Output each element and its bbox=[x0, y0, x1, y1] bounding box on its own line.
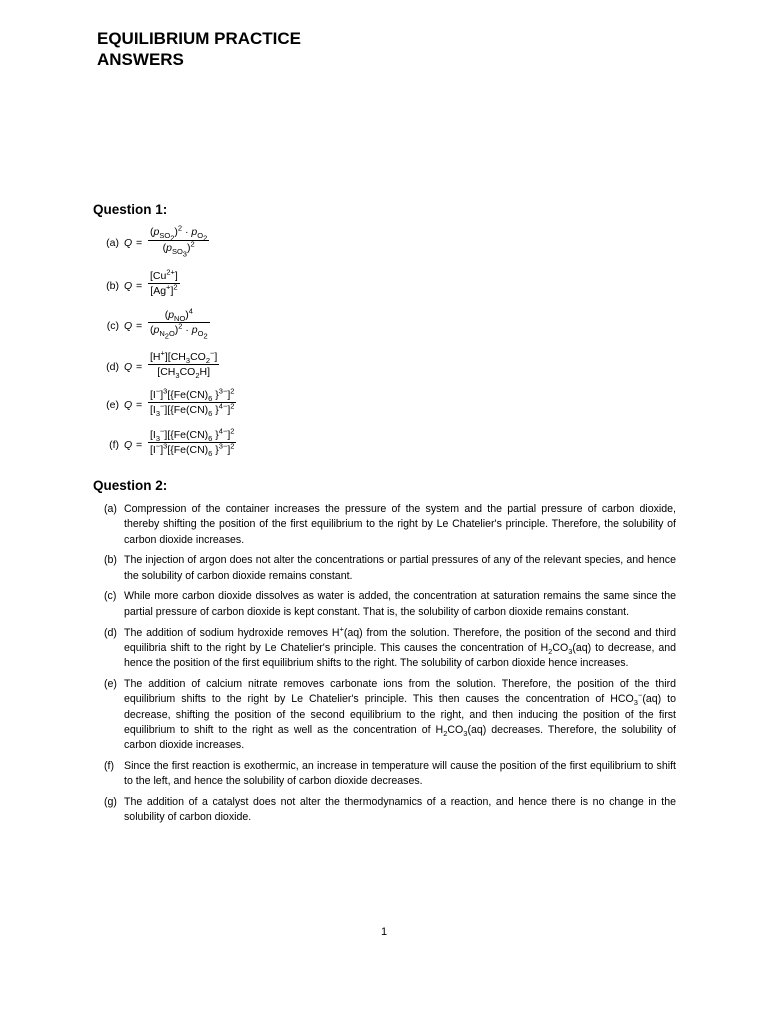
equation-label: (e) bbox=[106, 399, 119, 411]
item-text: Compression of the container increases the pressure of the system and the partial pressure of carbon dioxide, thereby shifting the position of the first equilibrium to the right by Le Chatelier's principle. Therefore, the solubility of carbon dioxide increases. bbox=[124, 503, 676, 546]
item-text: The injection of argon does not alter the concentrations or partial pressures of any of the relevant species, and hence the solubility of carbon dioxide remains constant. bbox=[124, 554, 676, 582]
question-1-heading: Question 1: bbox=[93, 202, 168, 217]
equals-sign: = bbox=[136, 361, 143, 373]
equals-sign: = bbox=[136, 320, 143, 332]
item-text: The addition of sodium hydroxide removes H+(aq) from the solution. Therefore, the position of the second and third equilibria shift to the right by Le Chatelier's principle. This causes the concentration of $H_2CO_3(aq)$ to decrease, and hence the position of the first equilibrium shifts to the right. The solubility of carbon dioxide hence increases. bbox=[124, 624, 677, 670]
equation-q: Q bbox=[124, 320, 133, 332]
equation-b bbox=[0, 267, 400, 310]
numerator: $(p_{NO})^4$ bbox=[164, 306, 193, 324]
equation-q: Q bbox=[124, 237, 133, 249]
equation-q: Q bbox=[124, 280, 133, 292]
item-text: Since the first reaction is exothermic, an increase in temperature will cause the position of the first equilibrium to shift to the left, and hence the solubility of carbon dioxide decreases. bbox=[124, 759, 676, 788]
item-label: (f) bbox=[104, 759, 114, 772]
denominator: $(p_{N_2O})^2 \cdot p_{O_2}$ bbox=[150, 321, 208, 341]
equals-sign: = bbox=[136, 280, 143, 292]
numerator: $[H^+][CH_3CO_2^-]$ bbox=[150, 348, 218, 366]
denominator: $[CH_3CO_2H]$ bbox=[157, 366, 210, 381]
equation-d bbox=[0, 348, 400, 391]
numerator: $[Cu^{2+}]$ bbox=[150, 267, 178, 282]
item-label: (a) bbox=[104, 503, 117, 515]
numerator: $(p_{SO_2})^2 \cdot p_{O_2}$ bbox=[150, 223, 208, 243]
equation-a bbox=[0, 223, 400, 266]
denominator: $[I^-]^3[\{Fe(CN)_6$ }$^{3-}$]$^2$ bbox=[150, 441, 235, 459]
equals-sign: = bbox=[136, 439, 143, 451]
item-text: While more carbon dioxide dissolves as water is added, the concentration at saturation remains the same since the partial pressure of carbon dioxide is kept constant. That is, the solubility of carbon dioxide remains constant. bbox=[124, 590, 676, 618]
list-item bbox=[100, 626, 676, 672]
title-line-1: EQUILIBRIUM PRACTICE bbox=[97, 29, 301, 48]
fraction bbox=[148, 267, 180, 297]
equation-q: Q bbox=[124, 399, 133, 411]
equals-sign: = bbox=[136, 399, 143, 411]
list-item bbox=[100, 677, 676, 753]
equation-q: Q bbox=[124, 439, 133, 451]
fraction bbox=[148, 348, 219, 381]
fraction bbox=[148, 223, 209, 259]
equation-label: (d) bbox=[106, 361, 119, 373]
item-label: (c) bbox=[104, 590, 117, 603]
list-item bbox=[100, 795, 676, 826]
fraction bbox=[148, 306, 210, 341]
equation-label: (c) bbox=[106, 320, 119, 332]
item-text: The addition of calcium nitrate removes carbonate ions from the solution. Therefore, the position of the third equilibrium shifts to the right by Le Chatelier's principle. This then causes the concentration of $HCO_3^-(aq)$ to decrease, shifting the position of the second equilibrium to the right, and then inducing the position of the first equilibrium to shift to the right as well as the concentration of $H_2CO_3(aq)$ decreases. Therefore, the solubility of carbon dioxide increases. bbox=[124, 677, 677, 752]
page-title bbox=[97, 28, 301, 70]
numerator: $[I^-]^3[\{Fe(CN)_6$ }$^{3-}$]$^2$ bbox=[150, 386, 235, 404]
equals-sign: = bbox=[136, 237, 143, 249]
list-item bbox=[100, 589, 676, 620]
item-label: (b) bbox=[104, 554, 117, 567]
item-label: (d) bbox=[104, 626, 117, 639]
equation-label: (b) bbox=[106, 280, 119, 292]
page-number: 1 bbox=[380, 926, 388, 938]
numerator: $[I_3^-][\{Fe(CN)_6$ }$^{4-}$]$^2$ bbox=[150, 426, 235, 444]
equation-f bbox=[0, 426, 400, 469]
equation-c bbox=[0, 306, 400, 349]
equation-e bbox=[0, 386, 400, 429]
list-item bbox=[100, 759, 676, 790]
list-item bbox=[100, 502, 676, 548]
item-label: (g) bbox=[104, 796, 117, 809]
question-2-heading: Question 2: bbox=[93, 478, 168, 493]
denominator: $(p_{SO_3})^2$ bbox=[162, 239, 195, 259]
item-label: (e) bbox=[104, 677, 117, 690]
equation-q: Q bbox=[124, 361, 133, 373]
title-line-2: ANSWERS bbox=[97, 50, 184, 69]
answer-list bbox=[100, 502, 676, 831]
fraction bbox=[148, 426, 236, 459]
equation-label: (a) bbox=[106, 237, 119, 249]
fraction bbox=[148, 386, 236, 419]
denominator: $[I_3^-][\{Fe(CN)_6$ }$^{4-}$]$^2$ bbox=[150, 401, 235, 419]
denominator: $[Ag^+]^2$ bbox=[150, 282, 178, 297]
list-item bbox=[100, 553, 676, 584]
item-text: The addition of a catalyst does not alter the thermodynamics of a reaction, and hence there is no change in the solubility of carbon dioxide. bbox=[124, 796, 676, 824]
equation-label: (f) bbox=[109, 439, 119, 451]
